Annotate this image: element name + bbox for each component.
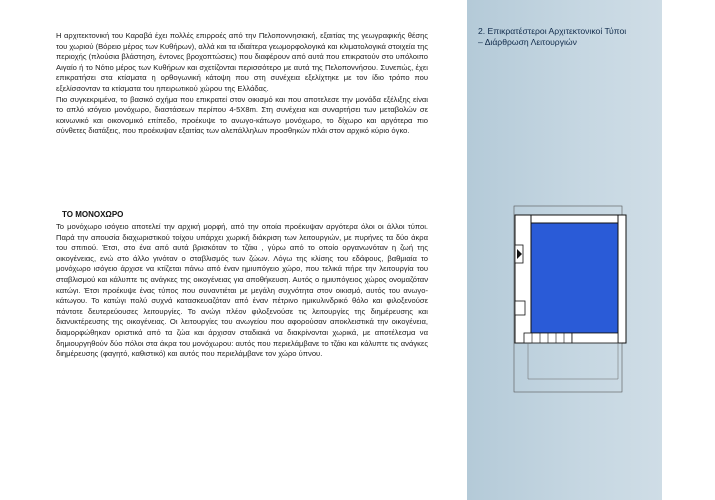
sidebar-title-line-2: – Διάρθρωση Λειτουργιών [478, 37, 577, 47]
intro-paragraph-1: Η αρχιτεκτονική του Καραβά έχει πολλές επιρροές από την Πελοποννησιακή, εξαιτίας της γεωγραφικής θέσης του χωριού (Βόρειο μέρος των Κυθήρων), αλλά και τα ιδιαίτερα γεωμορφολογικά και κλιματολογικά στοιχεία της περιοχής (πλούσια βλάστηση, έντονες βροχοπτώσεις) που διαφέρουν από αυτά που επικρατούν στο υπόλοιπο Αιγαίο ή το Νότιο μέρος των Κυθήρων και σχετίζονται περισσότερο με αυτά της Πελοποννήσου. Συνεπώς, έχει επικρατήσει στα κτίσματα η ορθογωνική κάτοψη που στη συνέχεια εξελίχτηκε με τον ίδιο τρόπο που εξελίσσονταν τα κτίσματα του ηπειρωτικού χώρου της Ελλάδας. [56, 31, 428, 93]
section-heading: ΤΟ ΜΟΝΟΧΩΡΟ [62, 210, 124, 219]
sidebar-title [478, 26, 658, 48]
section-body: Το μονόχωρο ισόγειο αποτελεί την αρχική μορφή, από την οποία προέκυψαν αργότερα όλοι οι άλλοι τύποι. Παρά την απουσία διαχωριστικού τοίχου υπάρχει χωρική διάκριση των λειτουργιών, με πυρήνες τα δύο άκρα του σπιτιού. Έτσι, στο ένα από αυτά βρισκόταν το τζάκι , γύρω από το οποίο οργανωνόταν η ζωή της οικογένειας, ενώ στο άλλο γινόταν ο σταβλισμός των ζώων. Λόγω της κλίσης του εδάφους, βαθμιαία το μονόχωρο ισόγειο άρχισε να κτίζεται πάνω από έναν ημιυπόγειο χώρο, που τελικά πήρε την λειτουργία του σταβλισμού και κάλυπτε τις ανάγκες της οικογένειας για αποθήκευση. Αυτός ο ημιυπόγειος χώρος ονομαζόταν κατώγι. Έτσι προέκυψε ένας τύπος που συναντιέται με μεγάλη συχνότητα στον οικισμό, αυτός του ανωγο-κάτωγου. Το κατώγι πολύ συχνά κατασκευαζόταν από έναν πέτρινο ημικυλινδρικό θόλο και φιλοξενούσε πάντοτε δευτερεύουσες λειτουργίες. Το ανώγι πλέον φιλοξενούσε τις λειτουργίες της διημέρευσης και διανυκτέρευσης της οικογένειας. Οι λειτουργίες του ανωγείου που αφορούσαν αποκλειστικά την οικογένεια, διαμορφώθηκαν οριστικά από τα ζώα και άρχισαν σταδιακά να διακρίνονται χωρικά, με αποτέλεσμα να δημιουργηθούν δύο πόλοι στα άκρα του μονόχωρου: αυτός που περιελάμβανε το τζάκι και κάλυπτε τις ανάγκες διημέρευσης (φαγητό, καθιστικό) και αυτός που περιελάμβανε τον χώρο ύπνου. [56, 222, 428, 359]
main-room-fill [531, 223, 618, 333]
sidebar-title-line-1: 2. Επικρατέστεροι Αρχιτεκτονικοί Τύποι [478, 26, 627, 36]
intro-text [56, 31, 428, 137]
intro-paragraph-2: Πιο συγκεκριμένα, το βασικό σχήμα που επικρατεί στον οικισμό και που αποτελεσε την μονάδα εξέλιξης είναι το απλό ισόγειο μονόχωρο, διαστάσεων περίπου 4-5Χ8m. Στη συνέχεια και συναρτήσει των μεταβολών σε κοινωνικό και οικονομικό επίπεδο, προέκυψε το ανωγο-κάτωγο μονόχωρο, το δίχωρο και αργότερα πιο σύνθετες διατάξεις, που προέκυψαν εξαιτίας των αλεπάλληλων προσθηκών πλάι στον αρχικό κύριο όγκο. [56, 94, 428, 136]
floor-plan-drawing-icon [506, 203, 636, 395]
